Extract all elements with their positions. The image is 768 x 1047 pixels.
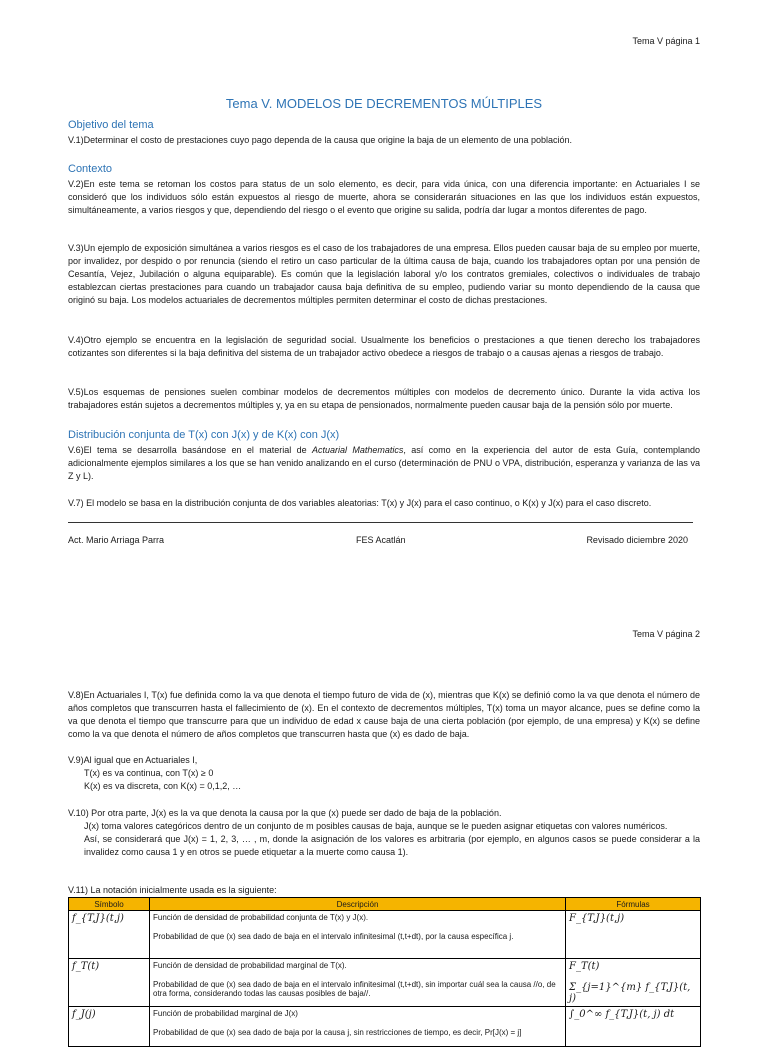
table-header-row <box>69 898 701 911</box>
paragraph-v6 <box>68 444 700 483</box>
paragraph-v4: V.4)Otro ejemplo se encuentra en la legislación de seguridad social. Usualmente los beneficios o prestaciones a que tienen derecho los trabajadores cotizantes son diferentes si la baja definitiva del sistema de un trabajador activo obedece a riesgos de trabajo o a causas ajenas a riesgos de trabajo. <box>68 335 700 358</box>
v9-discrete: K(x) es va discreta, con K(x) = 0,1,2, … <box>84 781 242 791</box>
description-line: Función de probabilidad marginal de J(x) <box>153 1009 298 1018</box>
description-cell <box>150 959 566 1007</box>
description-cell <box>150 1007 566 1047</box>
description-line: Función de densidad de probabilidad conjunta de T(x) y J(x). <box>153 913 369 922</box>
table-row <box>69 1007 701 1047</box>
paragraph-v2: V.2)En este tema se retoman los costos para status de un solo elemento, es decir, para vida única, con una diferencia importante: en Actuariales I se consideró que los individuos sólo están expuestos al riesgo de muerte, ahora se considerarán situaciones en las que los individuos están expuestos, simultáneamente, a varios riesgos y que, dependiendo del riesgo o el evento que origine su salida, podría dar lugar a montos diferentes de pago. <box>68 179 700 215</box>
v6-text-b: , así como en la experiencia del autor de esta Guía, contemplando adicionalmente ejemplos similares a los que se han venido analizando en el curso (determinación de PNU o VPA, distribución, esperanza y varianza de las va Z y L). <box>68 445 700 481</box>
v6-book-title: Actuarial Mathematics <box>312 445 404 455</box>
description-line: Función de densidad de probabilidad marginal de T(x). <box>153 961 347 970</box>
paragraph-v10 <box>68 807 700 859</box>
page-title: Tema V. MODELOS DE DECREMENTOS MÚLTIPLES <box>225 96 543 111</box>
col-header-symbol: Símbolo <box>69 898 150 911</box>
page-header-2: Tema V página 2 <box>632 629 700 639</box>
page-header: Tema V página 1 <box>632 36 700 46</box>
footer-divider <box>68 522 693 523</box>
paragraph-v7: V.7) El modelo se basa en la distribución conjunta de dos variables aleatorias: T(x) y J(x) para el caso continuo, o K(x) y J(x) para el caso discreto. <box>68 498 652 508</box>
formula-cell: F_{T,J}(t,j) <box>566 911 701 959</box>
description-line: Probabilidad de que (x) sea dado de baja por la causa j, sin restricciones de tiempo, es decir, Pr[J(x) = j] <box>153 1028 522 1037</box>
paragraph-v8: V.8)En Actuariales I, T(x) fue definida como la va que denota el tiempo futuro de vida de (x), mientras que K(x) se definió como la va que denota el número de años completos que transcurren hasta el fallecimiento de (x). En el contexto de decrementos múltiples, T(x) toma un mayor alcance, pues se define como la va que denota el tiempo que transcurre para que un individuo de edad x cause baja de una cierta población (por ejemplo, de una empresa) y K(x) se define como la va que denota el número de años completos que transcurren hasta que (x) es dado de baja. <box>68 690 700 739</box>
formula-line: Σ_{j=1}^{m} f_{T,J}(t, j) <box>569 982 691 1004</box>
paragraph-v9 <box>68 754 700 793</box>
paragraph-v1: V.1)Determinar el costo de prestaciones cuyo pago dependa de la causa que origine la baja de un elemento de una población. <box>68 135 573 145</box>
formula-line: F_T(t) <box>569 961 600 972</box>
footer-revision: Revisado diciembre 2020 <box>586 535 688 545</box>
footer-institution: FES Acatlán <box>356 535 406 545</box>
symbol-cell: f_T(t) <box>69 959 150 1007</box>
v10-categorical: J(x) toma valores categóricos dentro de un conjunto de m posibles causas de baja, aunque se le pueden asignar etiquetas con valores numéricos. <box>84 821 668 831</box>
description-line: Probabilidad de que (x) sea dado de baja en el intervalo infinitesimal (t,t+dt), sin importar cuál sea la causa //o, de otra forma, considerando todas las causas posibles de baja//. <box>153 980 556 998</box>
col-header-description: Descripción <box>150 898 566 911</box>
section-heading-distribucion: Distribución conjunta de T(x) con J(x) y de K(x) con J(x) <box>68 429 340 441</box>
formula-cell <box>566 959 701 1007</box>
v10-labels: Así, se considerará que J(x) = 1, 2, 3, … , m, donde la asignación de los valores es arbitraria (por ejemplo, en algunos casos se puede considerar a la invalidez como causa 1 y en otros se puede etiquetar a la muerte como causa 1). <box>84 834 700 857</box>
footer-author: Act. Mario Arriaga Parra <box>68 535 165 545</box>
v9-continuous: T(x) es va continua, con T(x) ≥ 0 <box>84 768 214 778</box>
col-header-formulas: Fórmulas <box>566 898 701 911</box>
description-cell <box>150 911 566 959</box>
section-heading-objetivo: Objetivo del tema <box>68 119 154 131</box>
section-heading-contexto: Contexto <box>68 163 113 175</box>
paragraph-v5: V.5)Los esquemas de pensiones suelen combinar modelos de decrementos múltiples con modelos de decremento único. Durante la vida activa los trabajadores están sujetos a decrementos múltiples y, ya en su etapa de pensionados, normalmente pueden causar baja de la pensión sólo por muerte. <box>68 387 700 410</box>
notation-table <box>68 897 701 1047</box>
paragraph-v11: V.11) La notación inicialmente usada es la siguiente: <box>68 885 277 895</box>
v9-intro: V.9)Al igual que en Actuariales I, <box>68 755 198 765</box>
v10-intro: V.10) Por otra parte, J(x) es la va que denota la causa por la que (x) puede ser dado de baja de la población. <box>68 808 502 818</box>
symbol-cell: f_J(j) <box>69 1007 150 1047</box>
formula-cell: ∫_0^∞ f_{T,J}(t, j) dt <box>566 1007 701 1047</box>
paragraph-v3: V.3)Un ejemplo de exposición simultánea a varios riesgos es el caso de los trabajadores de una empresa. Ellos pueden causar baja de su empleo por muerte, por invalidez, por despido o por renuncia (siendo el retiro un caso particular de la última causa de baja, cuando los trabajadores optan por una pensión de Cesantía, Vejez, Jubilación o alguna equiparable). Es común que la legislación laboral y/o los contratos gremiales, colectivos o individuales de trabajo establezcan ciertas prestaciones para cuando un trabajador causa baja definitiva de su empleo, pudiendo variar su monto dependiendo de la causa que originó su baja. Los modelos actuariales de decrementos múltiples permiten determinar el costo de dichas prestaciones. <box>68 243 700 305</box>
description-line: Probabilidad de que (x) sea dado de baja en el intervalo infinitesimal (t,t+dt), por la causa específica j. <box>153 932 514 941</box>
table-row <box>69 911 701 959</box>
table-row <box>69 959 701 1007</box>
v6-text-a: V.6)El tema se desarrolla basándose en el material de <box>68 445 313 455</box>
symbol-cell: f_{T,J}(t,j) <box>69 911 150 959</box>
